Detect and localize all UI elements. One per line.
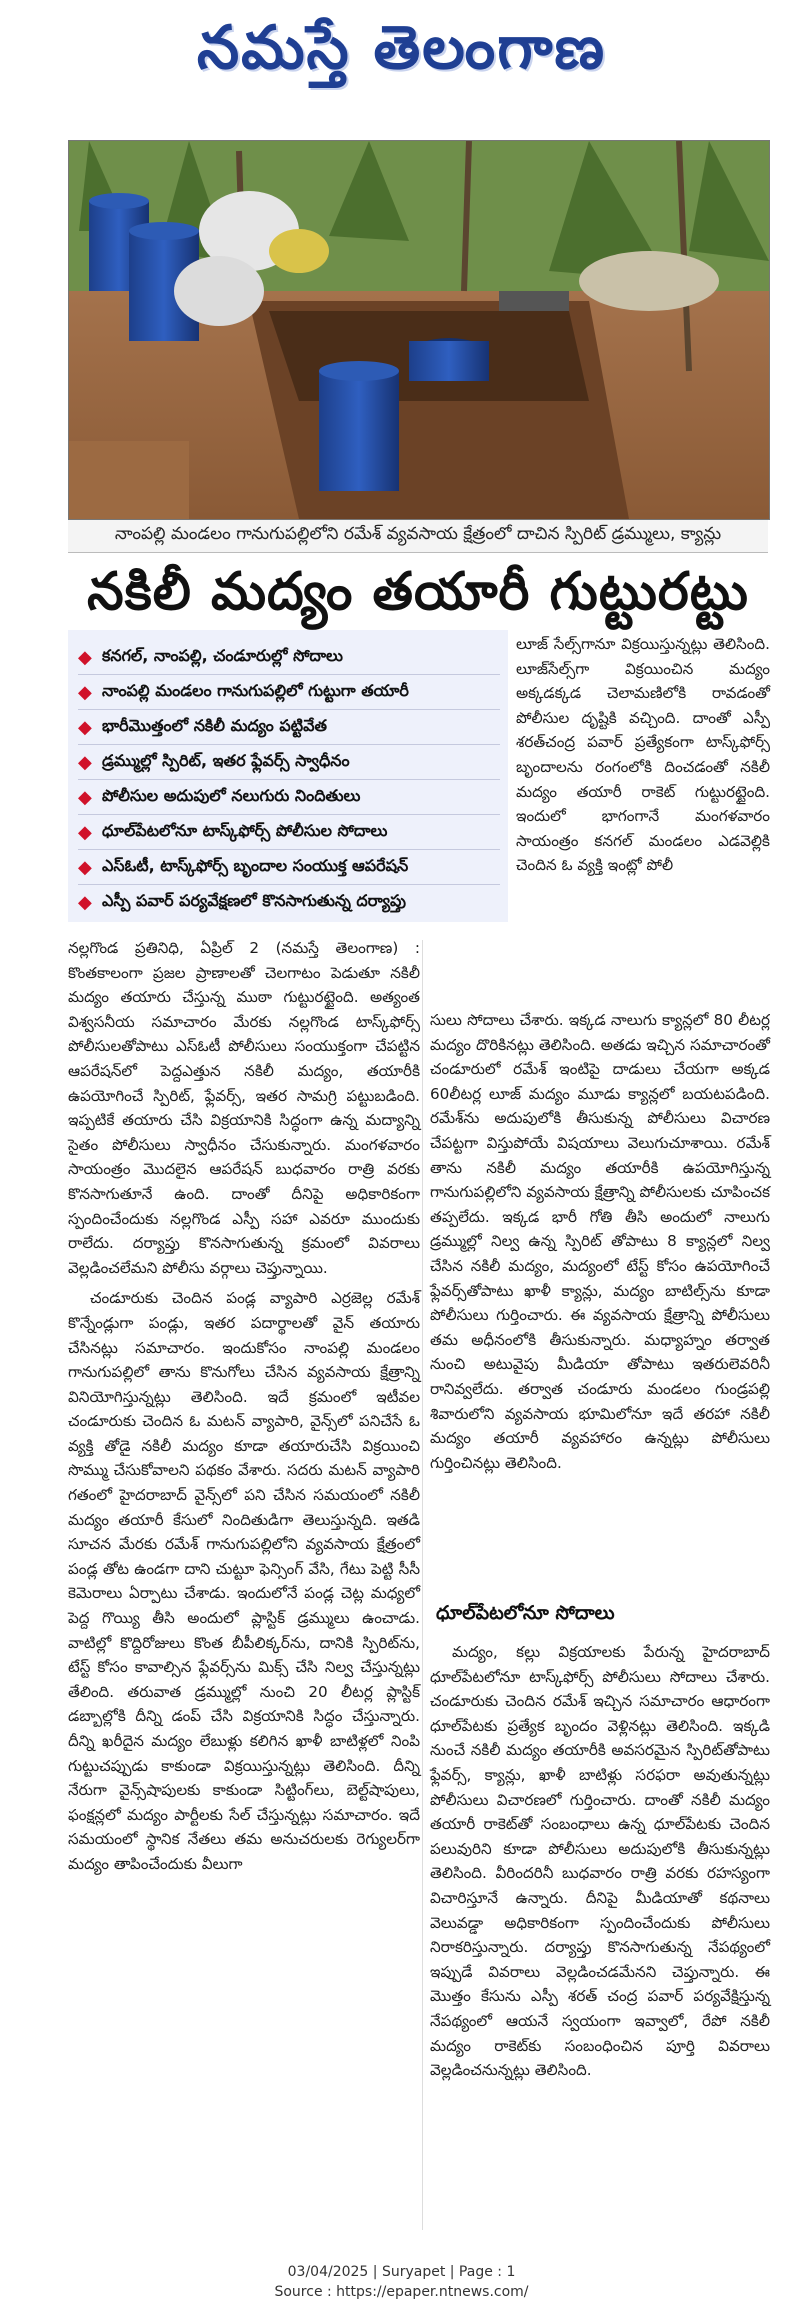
footer-source: Source : https://epaper.ntnews.com/ <box>274 2284 529 2300</box>
highlight-item <box>78 780 500 815</box>
photo-caption: నాంపల్లి మండలం గానుగుపల్లిలోని రమేశ్ వ్యవసాయ క్షేత్రంలో దాచిన స్పిరిట్ డ్రమ్ములు, క్యాన్లు <box>68 520 768 553</box>
article-paragraph: మద్యం, కల్లు విక్రయాలకు పేరున్న హైదరాబాద్ ధూల్‌పేటలోనూ టాస్క్‌ఫోర్స్ పోలీసులు సోదాలు చేశారు. చండూరుకు చెందిన రమేశ్ ఇచ్చిన సమాచారం ఆధారంగా ధూల్‌పేటకు ప్రత్యేక బృందం వెళ్లినట్లు తెలిసింది. ఇక్కడి నుంచే నకిలీ మద్యం తయారీకి అవసరమైన స్పిరిట్‌తోపాటు ఫ్లేవర్స్, క్యాన్లు, ఖాళీ బాటిళ్లు సరఫరా అవుతున్నట్లు పోలీసులు విచారణలో గుర్తించారు. దాంతో నకిలీ మద్యం తయారీ రాకెట్‌తో సంబంధాలు ఉన్న ధూల్‌పేటకు చెందిన పలువురిని కూడా పోలీసులు అదుపులోకి తీసుకున్నట్లు తెలిసింది. వీరిందరినీ బుధవారం రాత్రి వరకు రహస్యంగా విచారిస్తూనే ఉన్నారు. దీనిపై మీడియాతో కథనాలు వెలువడ్డా అధికారికంగా స్పందించేందుకు పోలీసులు నిరాకరిస్తున్నారు. దర్యాప్తు కొనసాగుతున్న నేపథ్యంలో ఇప్పుడే వివరాలు వెల్లడించడమేనని చెప్తున్నారు. ఈ మొత్తం కేసును ఎస్పీ శరత్ చంద్ర పవార్ పర్యవేక్షిస్తున్న నేపథ్యంలో ఆయనే స్వయంగా ఇవ్వాలో, రేపో నకిలీ మద్యం రాకెట్‌కు సంబంధించిన పూర్తి వివరాలు వెల్లడించనున్నట్లు తెలిసింది. <box>430 1643 770 2080</box>
highlight-item <box>78 850 500 885</box>
highlight-item <box>78 745 500 780</box>
bullet-icon: ◆ <box>78 891 92 913</box>
article-column-right <box>430 1008 770 1481</box>
highlight-item <box>78 675 500 710</box>
highlight-text: భారీమొత్తంలో నకిలీ మద్యం పట్టివేత <box>102 715 327 735</box>
page-footer <box>0 2262 803 2302</box>
article-paragraph: నల్లగొండ ప్రతినిధి, ఏప్రిల్ 2 (నమస్తే తెలంగాణ) : కొంతకాలంగా ప్రజల ప్రాణాలతో చెలగాటం పెడుతూ నకిలీ మద్యం తయారు చేస్తున్న ముఠా గుట్టురట్టైంది. అత్యంత విశ్వసనీయ సమాచారం మేరకు నల్లగొండ టాస్క్‌ఫోర్స్ పోలీసులతోపాటు ఎస్‌ఓటీ పోలీసులు సంయుక్తంగా చేపట్టిన ఆపరేషన్‌లో పెద్దఎత్తున నకిలీ మద్యం, తయారీకి ఉపయోగించే స్పిరిట్, ఫ్లేవర్స్, ఇతర సామగ్రి పట్టుబడింది. ఇప్పటికే తయారు చేసి విక్రయానికి సిద్ధంగా ఉన్న మద్యాన్ని సైతం పోలీసులు స్వాధీనం చేసుకున్నారు. మంగళవారం సాయంత్రం మొదలైన ఆపరేషన్ బుధవారం రాత్రి వరకు కొనసాగుతూనే ఉంది. దాంతో దీనిపై అధికారికంగా స్పందించేందుకు నల్లగొండ ఎస్పీ సహా ఎవరూ ముందుకు రాలేదు. దర్యాప్తు కొనసాగుతున్న క్రమంలో వివరాలు వెల్లడించలేమని పోలీసు వర్గాలు చెప్తున్నాయి. <box>68 939 420 1277</box>
masthead <box>0 0 803 110</box>
highlight-item <box>78 710 500 745</box>
article-column-right-bottom <box>430 1640 770 2089</box>
article-paragraph: చండూరుకు చెందిన పండ్ల వ్యాపారి ఎర్రజెల్ల రమేశ్ కొన్నేండ్లుగా పండ్లు, ఇతర పదార్థాలతో వైన్ తయారు చేసినట్లు సమాచారం. ఇందుకోసం నాంపల్లి మండలం గానుగుపల్లిలో తాను కొనుగోలు చేసిన వ్యవసాయ క్షేత్రాన్ని వినియోగిస్తున్నట్లు తెలిసింది. ఇదే క్రమంలో ఇటీవల చండూరుకు చెందిన ఓ మటన్ వ్యాపారి, వైన్స్‌లో పనిచేసే ఓ వ్యక్తి తోడై నకిలీ మద్యం కూడా తయారుచేసి విక్రయించి సొమ్ము చేసుకోవాలని పథకం వేశారు. సదరు మటన్ వ్యాపారి గతంలో హైదరాబాద్ వైన్స్‌లో పని చేసిన సమయంలో నకిలీ మద్యం తయారీ కేసులో నిందితుడిగా తెలుస్తున్నది. ఇతడి సూచన మేరకు రమేశ్ గానుగుపల్లిలోని వ్యవసాయ క్షేత్రంలో పండ్ల తోట ఉండగా దాని చుట్టూ ఫెన్సింగ్ వేసి, గేటు పెట్టి సీసీ కెమెరాలు ఏర్పాటు చేశాడు. ఇందులోనే పండ్ల చెట్ల మధ్యలో పెద్ద గొయ్యి తీసి అందులో ప్లాస్టిక్ డ్రమ్ములు ఉంచాడు. వాటిల్లో కొద్దిరోజులు కొంత బీపీలిక్కర్‌ను, దానికి స్పిరిట్‌ను, టేస్ట్ కోసం కావాల్సిన ఫ్లేవర్స్‌ను మిక్స్ చేసి నిల్వ చేస్తున్నట్లు తేలింది. తరువాత డ్రమ్ముల్లో నుంచి 20 లీటర్ల ప్లాస్టిక్ డబ్బాల్లోకి దీన్ని డంప్ చేసి విక్రయానికి సిద్ధం చేస్తున్నారు. దీన్ని ఖరీదైన మద్యం లేబుళ్లు కలిగిన ఖాళీ బాటిళ్లలో నింపి గుట్టుచప్పుడు కాకుండా విక్రయిస్తున్నట్లు తెలిసింది. దీన్ని నేరుగా వైన్స్‌షాపులకు కాకుండా సిట్టింగ్‌లు, బెల్ట్‌షాపులు, ఫంక్షన్లలో మద్యం పార్టీలకు సేల్ చేస్తున్నట్లు సమాచారం. ఇదే సమయంలో స్థానిక నేతలు తమ అనుచరులకు రెగ్యులర్‌గా మద్యం తాపించేందుకు వీలుగా <box>68 1289 420 1873</box>
highlight-text: కనగల్, నాంపల్లి, చండూరుల్లో సోదాలు <box>102 645 343 665</box>
bullet-icon: ◆ <box>78 681 92 703</box>
highlight-text: పోలీసుల అదుపులో నలుగురు నిందితులు <box>102 785 361 805</box>
bullet-icon: ◆ <box>78 856 92 878</box>
highlight-text: డ్రమ్ముల్లో స్పిరిట్, ఇతర ఫ్లేవర్స్ స్వాధీనం <box>102 750 350 770</box>
headline: నకిలీ మద్యం తయారీ గుట్టురట్టు <box>87 561 749 622</box>
highlight-text: నాంపల్లి మండలం గానుగుపల్లిలో గుట్టుగా తయారీ <box>102 680 409 700</box>
article-column-right-top <box>516 632 770 884</box>
highlight-item <box>78 815 500 850</box>
highlights-box <box>68 630 508 922</box>
article-paragraph: లూజ్ సేల్స్‌గానూ విక్రయిస్తున్నట్లు తెలిసింది. లూజ్‌సేల్స్‌గా విక్రయించిన మద్యం అక్కడక్కడ చెలామణిలోకి రావడంతో పోలీసుల దృష్టికి వచ్చింది. దాంతో ఎస్పీ శరత్‌చంద్ర పవార్ ప్రత్యేకంగా టాస్క్‌ఫోర్స్ బృందాలను రంగంలోకి దించడంతో నకిలీ మద్యం తయారీ రాకెట్ గుట్టురట్టైంది. ఇందులో భాగంగానే మంగళవారం సాయంత్రం కనగల్ మండలం ఎడవెల్లికి చెందిన ఓ వ్యక్తి ఇంట్లో పోలీ <box>516 635 770 875</box>
subheading: ధూల్‌పేటలోనూ సోదాలు <box>436 1602 615 1624</box>
highlight-item <box>78 640 500 675</box>
highlight-text: ఎస్‌ఓటీ, టాస్క్‌ఫోర్స్ బృందాల సంయుక్త ఆపరేషన్ <box>102 855 409 875</box>
news-photo <box>68 140 770 520</box>
bullet-icon: ◆ <box>78 821 92 843</box>
footer-meta: 03/04/2025 | Suryapet | Page : 1 <box>287 2264 516 2280</box>
highlight-item <box>78 885 500 919</box>
photo-illustration <box>69 141 769 519</box>
article-paragraph: సులు సోదాలు చేశారు. ఇక్కడ నాలుగు క్యాన్లలో 80 లీటర్ల మద్యం దొరికినట్లు తెలిసింది. అతడు ఇచ్చిన సమాచారంతో చండూరులో రమేశ్ ఇంటిపై దాడులు చేయగా అక్కడ 60లీటర్ల లూజ్ మద్యం మూడు క్యాన్లలో బయటపడింది. రమేశ్‌ను అదుపులోకి తీసుకున్న పోలీసులు విచారణ చేపట్టగా విస్తుపోయే విషయాలు వెలుగుచూశాయి. రమేశ్ తాను నకిలీ మద్యం తయారీకి ఉపయోగిస్తున్న గానుగుపల్లిలోని వ్యవసాయ క్షేత్రాన్ని పోలీసులకు చూపించక తప్పలేదు. ఇక్కడ భారీ గోతి తీసి అందులో నాలుగు డ్రమ్ముల్లో నిల్వ ఉన్న స్పిరిట్ తోపాటు 8 క్యాన్లలో నిల్వ చేసిన నకిలీ మద్యం, మద్యంలో టేస్ట్ కోసం ఉపయోగించే ఫ్లేవర్స్‌తోపాటు ఖాళీ క్యాన్లు, మద్యం బాటిల్స్‌ను కూడా పోలీసులు గుర్తించారు. ఈ వ్యవసాయ క్షేత్రాన్ని పోలీసులు తమ అధీనంలోకి తీసుకున్నారు. మధ్యాహ్నం తర్వాత నుంచి అటువైపు మీడియా తోపాటు ఇతరులెవరినీ రానివ్వలేదు. తర్వాత చండూరు మండలం గుండ్రపల్లి శివారులోని వ్యవసాయ భూమిలోనూ ఇదే తరహా నకిలీ మద్యం తయారీ వ్యవహారం ఉన్నట్లు పోలీసులు గుర్తించినట్లు తెలిసింది. <box>430 1011 770 1472</box>
article-column-left <box>68 936 420 1883</box>
bullet-icon: ◆ <box>78 786 92 808</box>
bullet-icon: ◆ <box>78 646 92 668</box>
highlight-text: ఎస్పీ పవార్ పర్యవేక్షణలో కొనసాగుతున్న దర్యాప్తు <box>102 890 407 910</box>
highlight-text: ధూల్‌పేటలోనూ టాస్క్‌ఫోర్స్ పోలీసుల సోదాలు <box>102 820 388 840</box>
column-divider <box>422 940 423 2230</box>
masthead-title: నమస్తే తెలంగాణ <box>196 13 607 83</box>
bullet-icon: ◆ <box>78 716 92 738</box>
bullet-icon: ◆ <box>78 751 92 773</box>
